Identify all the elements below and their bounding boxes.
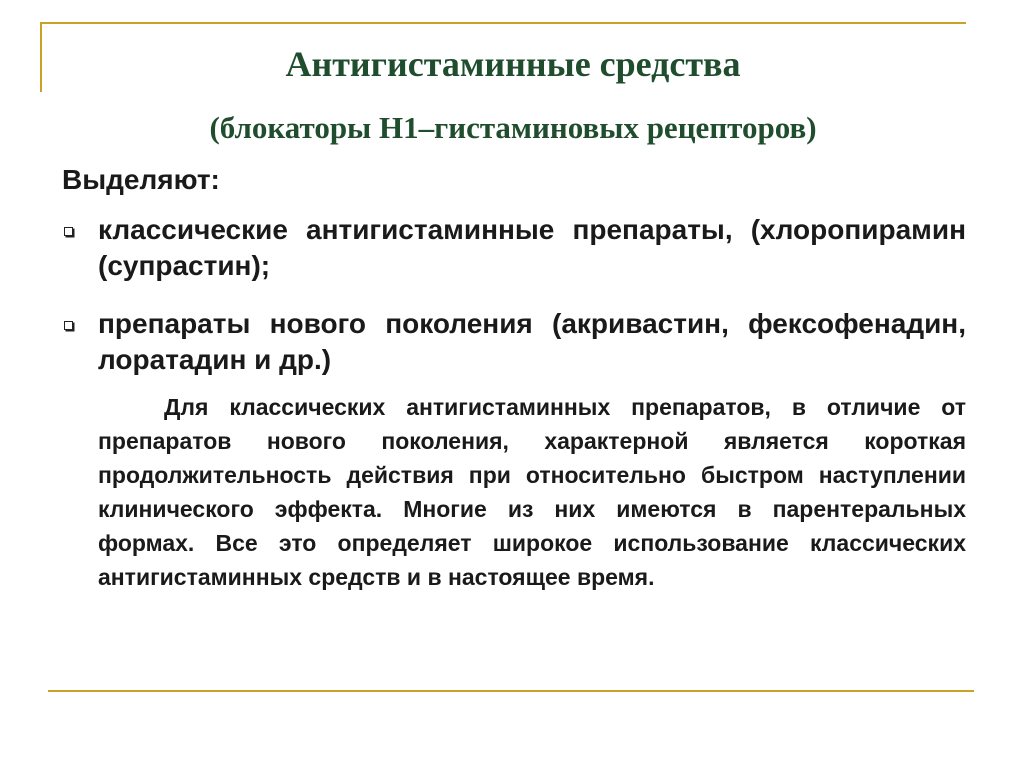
- bullet-text: классические антигистаминные препараты, (хлоропирамин (супрастин);: [98, 214, 966, 281]
- intro-label: Выделяют:: [62, 164, 220, 195]
- bottom-divider-line: [48, 690, 974, 692]
- body-paragraph: Для классических антигистаминных препаратов, в отличие от препаратов нового поколения, характерной является короткая продолжительность действия при относительно быстром наступлении клинического эффекта. Многие из них имеются в парентеральных формах. Все это определяет широкое использование классических антигистаминных средств и в настоящее время.: [98, 394, 966, 590]
- top-divider-line: [40, 22, 966, 24]
- bullet-item-classic: [62, 212, 966, 284]
- bullet-item-new-generation: [62, 306, 966, 378]
- square-bullet-icon: [62, 306, 98, 378]
- left-accent-line: [40, 22, 42, 92]
- slide-subtitle: (блокаторы Н1–гистаминовых рецепторов): [209, 110, 817, 145]
- square-bullet-icon: [62, 212, 98, 284]
- bullet-text: препараты нового поколения (акривастин, фексофенадин, лоратадин и др.): [98, 308, 966, 375]
- slide-title: Антигистаминные средства: [285, 44, 741, 84]
